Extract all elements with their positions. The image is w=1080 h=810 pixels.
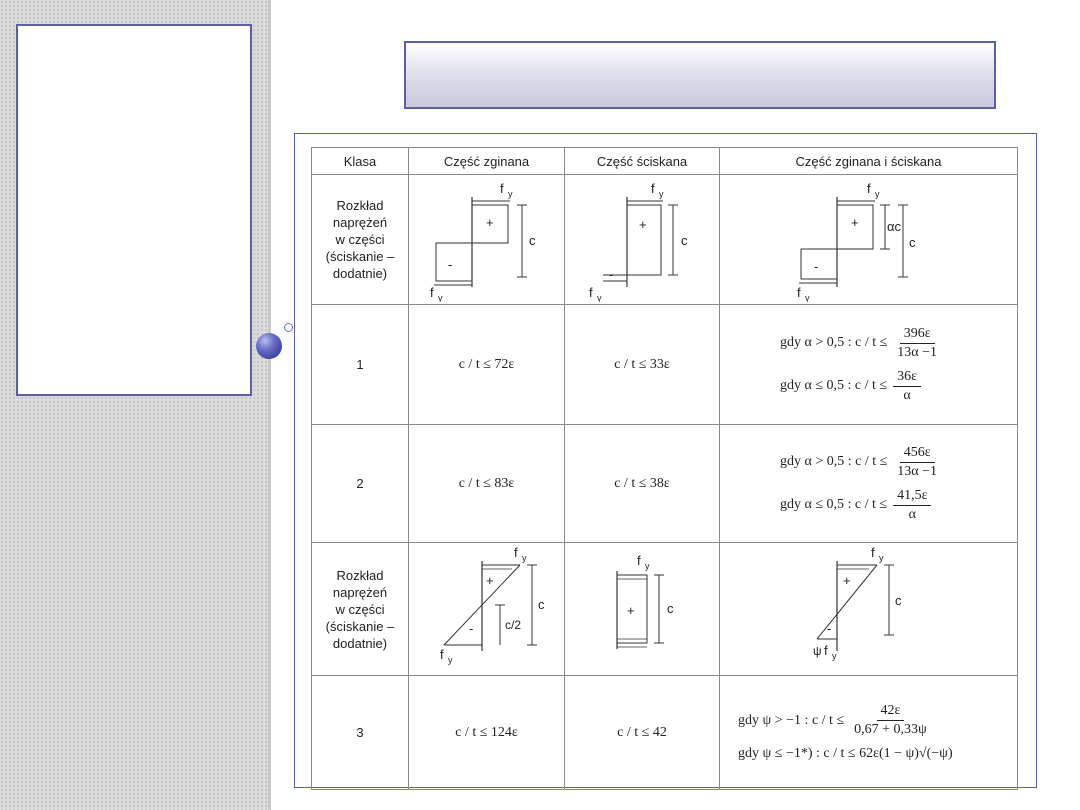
header-combined: Część zginana i ściskana [720, 148, 1018, 175]
diagram-bending-elastic [409, 543, 565, 676]
stress-label-line: Rozkład [336, 567, 384, 583]
formula-fraction [893, 326, 941, 361]
diag-label: f [429, 285, 434, 300]
diag-label: - [447, 257, 452, 272]
formula-condition: gdy ψ ≤ −1*) : c / t ≤ 62ε(1 − ψ)√(−ψ) [738, 746, 953, 761]
classification-table [311, 147, 1018, 790]
diag-label: c [681, 233, 688, 248]
diag-label: + [842, 573, 851, 588]
formula-line [720, 488, 1017, 523]
diag-label: f [796, 285, 801, 300]
formula-line [720, 703, 1017, 738]
formula-fraction [850, 703, 931, 738]
fraction-denominator: 13α −1 [897, 463, 938, 479]
fraction-numerator: 41,5ε [893, 488, 931, 506]
fraction-denominator: 13α −1 [897, 344, 938, 360]
diag-label: + [627, 603, 635, 618]
diagram-compression-plastic [565, 175, 720, 305]
diag-label: y [507, 189, 512, 199]
header-bending: Część zginana [409, 148, 565, 175]
diag-label: c [667, 601, 674, 616]
diag-label: c [528, 233, 535, 248]
diag-label: f [513, 545, 518, 560]
stress-distribution-row-b [312, 543, 1018, 676]
combined-limit [720, 425, 1018, 543]
stress-label-line: naprężeń [332, 584, 388, 600]
diagram-bending-plastic [409, 175, 565, 305]
diag-label: y [597, 293, 602, 302]
stress-label-line: (ściskanie – [325, 249, 395, 264]
diag-label: - [826, 621, 831, 636]
diag-label: f [823, 643, 828, 658]
combined-limit [720, 305, 1018, 425]
diag-label: f [866, 181, 871, 196]
diag-label: f [439, 647, 444, 662]
diag-label: c/2 [504, 618, 521, 632]
diagram-compression-elastic [565, 543, 720, 676]
formula-condition: gdy α > 0,5 : c / t ≤ [780, 454, 888, 469]
panel-divider [268, 0, 271, 810]
diag-label: - [813, 259, 818, 274]
diag-label: + [485, 573, 494, 588]
fraction-numerator: 456ε [900, 445, 935, 463]
formula-line [720, 369, 1017, 404]
title-box[interactable] [404, 41, 996, 109]
diag-label: y [659, 189, 664, 199]
diag-label: y [874, 189, 879, 199]
diag-label: y [437, 293, 442, 302]
class-2-row [312, 425, 1018, 543]
diag-label: f [499, 181, 504, 196]
formula-line [720, 746, 1017, 762]
diag-label: - [468, 621, 473, 636]
diag-label: + [485, 215, 494, 230]
diag-label: c [537, 597, 544, 612]
stress-label-line: Rozkład [336, 198, 384, 213]
formula-condition: gdy α ≤ 0,5 : c / t ≤ [780, 497, 888, 512]
stress-label-line: (ściskanie – [325, 618, 395, 634]
diag-label: y [521, 553, 526, 563]
class-number: 1 [312, 305, 409, 425]
class-3-row [312, 676, 1018, 790]
stress-label-line: dodatnie) [332, 635, 388, 651]
diag-label: f [870, 545, 875, 560]
stress-label-a [312, 175, 409, 305]
stress-distribution-row-a [312, 175, 1018, 305]
fraction-denominator: 0,67 + 0,33ψ [854, 722, 927, 737]
formula-fraction [893, 488, 931, 523]
header-compression: Część ściskana [565, 148, 720, 175]
bending-limit: c / t ≤ 72ε [409, 305, 565, 425]
compression-limit: c / t ≤ 42 [565, 676, 720, 790]
formula-condition: gdy ψ > −1 : c / t ≤ [738, 712, 845, 728]
formula-fraction [893, 445, 941, 480]
class-number: 2 [312, 425, 409, 543]
stress-label-line: w części [335, 232, 385, 247]
diag-label: f [589, 285, 593, 300]
formula-condition: gdy α ≤ 0,5 : c / t ≤ [780, 378, 888, 393]
fraction-numerator: 36ε [893, 369, 921, 387]
diag-label: y [831, 651, 836, 661]
bullet-ring-icon [284, 323, 293, 332]
diag-label: + [639, 217, 647, 232]
fraction-numerator: 396ε [900, 326, 935, 344]
bullet-ball-icon [256, 333, 282, 359]
stress-label-line: dodatnie) [332, 266, 388, 281]
diagram-combined-plastic [720, 175, 1018, 305]
formula-condition: gdy α > 0,5 : c / t ≤ [780, 335, 888, 350]
diag-label: c [908, 235, 915, 250]
diag-label: f [637, 553, 641, 568]
stress-label-b [312, 543, 409, 676]
diag-label: y [447, 655, 452, 665]
header-row [312, 148, 1018, 175]
diag-label: αc [886, 219, 901, 234]
side-text-box[interactable] [16, 24, 252, 396]
bending-limit: c / t ≤ 83ε [409, 425, 565, 543]
class-1-row [312, 305, 1018, 425]
diag-label: + [850, 215, 859, 230]
diag-label: c [894, 593, 901, 608]
bending-limit: c / t ≤ 124ε [409, 676, 565, 790]
class-number: 3 [312, 676, 409, 790]
stress-label-line: w części [335, 601, 385, 617]
compression-limit: c / t ≤ 38ε [565, 425, 720, 543]
compression-limit: c / t ≤ 33ε [565, 305, 720, 425]
header-klasa: Klasa [312, 148, 409, 175]
diag-label: - [609, 267, 614, 282]
combined-limit [720, 676, 1018, 790]
fraction-numerator: 42ε [877, 703, 905, 721]
formula-line [720, 445, 1017, 480]
diagram-combined-elastic [720, 543, 1018, 676]
diag-label: ψ [812, 644, 822, 658]
stress-label-line: naprężeń [332, 215, 388, 230]
fraction-denominator: α [908, 506, 916, 522]
diag-label: y [878, 553, 883, 563]
formula-fraction [893, 369, 921, 404]
fraction-denominator: α [903, 387, 911, 403]
diag-label: f [651, 181, 655, 196]
formula-line [720, 326, 1017, 361]
diag-label: y [645, 561, 650, 571]
diag-label: y [804, 293, 809, 302]
